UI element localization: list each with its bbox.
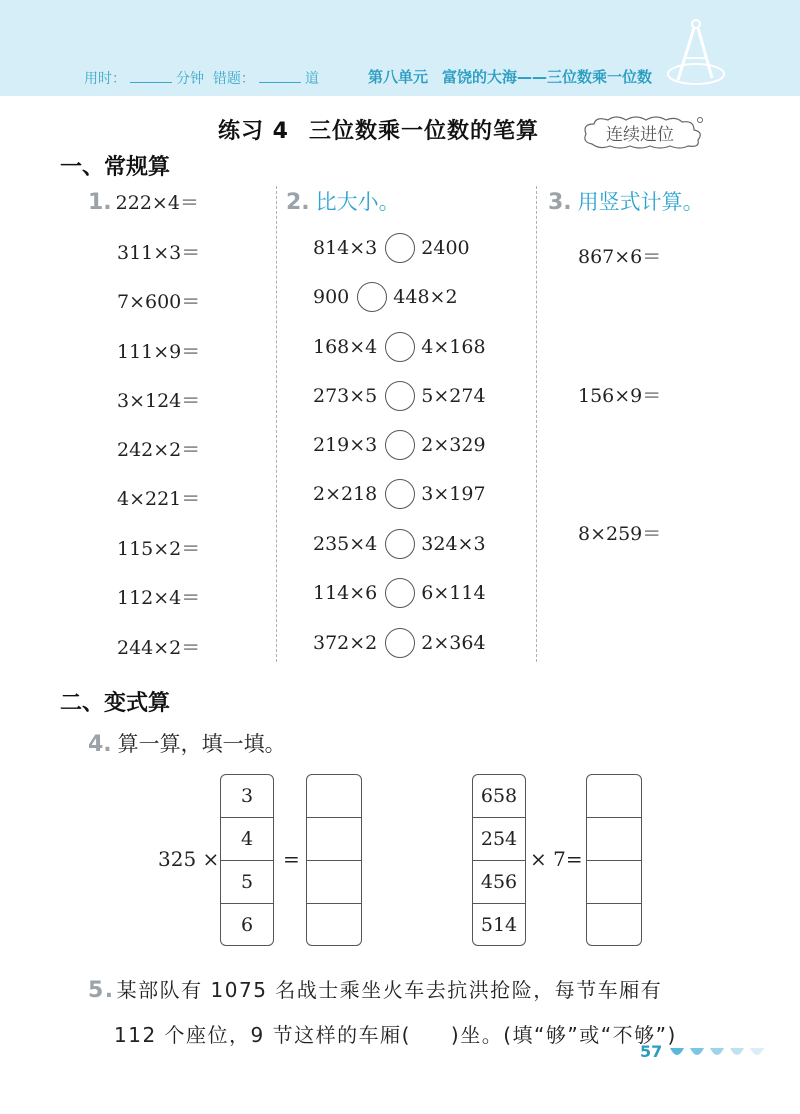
column-divider (536, 186, 537, 662)
section-two-heading: 二、变式算 (60, 691, 171, 716)
time-label: 用时： (84, 71, 126, 87)
right-factor-column (472, 774, 526, 946)
q5-line-2 (88, 1013, 728, 1057)
q1-item: 3×124＝ (117, 390, 201, 412)
answer-cell[interactable] (307, 775, 361, 817)
factor-cell: 5 (221, 860, 273, 902)
answer-circle[interactable] (385, 233, 415, 263)
compare-left: 114×6 (313, 582, 378, 604)
factor-cell: 3 (240, 785, 254, 807)
page-decoration-drops-icon (668, 1044, 778, 1060)
compare-left: 372×2 (313, 632, 378, 654)
equals-sign: = (283, 847, 300, 871)
count-label: 道 (304, 71, 319, 87)
q1-item: 112×4＝ (117, 587, 201, 609)
factor-cell: 4 (221, 817, 273, 859)
q5-text-2a: 112 个座位，9 节这样的车厢( (114, 1023, 411, 1047)
compare-left: 235×4 (313, 533, 378, 555)
factor-cell: 456 (473, 860, 525, 902)
unit-title: 富饶的大海——三位数乘一位数 (442, 68, 653, 86)
q5-problem (88, 968, 728, 1057)
q3-number: 3. (548, 190, 572, 215)
time-and-errors-record (84, 68, 319, 88)
answer-cell[interactable] (307, 817, 361, 859)
q5-number: 5. (88, 978, 115, 1003)
compare-right: 6×114 (421, 582, 486, 604)
answer-circle[interactable] (357, 282, 387, 312)
compare-right: 3×197 (421, 483, 486, 505)
q3-instruction: 用竖式计算。 (577, 190, 704, 214)
compare-right: 2×364 (421, 632, 486, 654)
q2-instruction: 比大小。 (315, 190, 400, 214)
compare-right: 324×3 (421, 533, 486, 555)
q3-item: 8×259＝ (578, 523, 662, 545)
answer-cell[interactable] (307, 903, 361, 945)
page-number: 57 (640, 1042, 663, 1061)
tag-label: 连续进位 (606, 125, 674, 145)
answer-circle[interactable] (385, 628, 415, 658)
answer-cell[interactable] (587, 775, 641, 817)
q4-number: 4. (88, 732, 112, 757)
compare-right: 2400 (421, 237, 470, 259)
q1-item: 4×221＝ (117, 488, 201, 510)
left-factor-column (220, 774, 274, 946)
q4-title (88, 728, 286, 758)
section-one-heading: 一、常规算 (60, 155, 171, 180)
compare-row (313, 529, 486, 559)
right-operator: × 7= (530, 847, 583, 871)
compare-row (313, 578, 486, 608)
factor-cell: 254 (473, 817, 525, 859)
compare-left: 219×3 (313, 434, 378, 456)
q5-text-2b: )坐。(填“够”或“不够”) (450, 1023, 677, 1047)
q1-item: 7×600＝ (117, 291, 201, 313)
q1-number: 1. (88, 190, 112, 215)
q1-item: 244×2＝ (117, 637, 201, 659)
q3-item: 867×6＝ (578, 246, 662, 268)
answer-circle[interactable] (385, 479, 415, 509)
compare-row (313, 381, 486, 411)
answer-circle[interactable] (385, 578, 415, 608)
minute-label: 分钟 (176, 71, 204, 87)
q4-instruction: 算一算，填一填。 (117, 732, 286, 756)
page-title (218, 114, 539, 145)
compare-row (313, 430, 486, 460)
compare-row (313, 282, 458, 312)
answer-circle[interactable] (385, 381, 415, 411)
factor-cell: 658 (480, 785, 518, 807)
q2-number: 2. (286, 190, 310, 215)
column-divider (276, 186, 277, 662)
compare-left: 273×5 (313, 385, 378, 407)
q3-title (548, 186, 704, 216)
q1-expression: 222×4＝ (115, 192, 199, 214)
q3-item: 156×9＝ (578, 385, 662, 407)
answer-circle[interactable] (385, 332, 415, 362)
right-answer-column (586, 774, 642, 946)
q1-item (88, 188, 199, 215)
compare-left: 168×4 (313, 336, 378, 358)
answer-cell[interactable] (307, 860, 361, 902)
unit-heading (368, 66, 652, 87)
unit-label: 第八单元 (368, 68, 429, 86)
q1-item: 111×9＝ (117, 341, 201, 363)
q2-title (286, 186, 400, 216)
left-answer-column (306, 774, 362, 946)
factor-cell: 514 (473, 903, 525, 945)
compare-left: 2×218 (313, 483, 378, 505)
compare-row (313, 233, 470, 263)
compare-row (313, 479, 486, 509)
compare-row (313, 332, 486, 362)
q1-item: 242×2＝ (117, 439, 201, 461)
q5-text-1: 某部队有 1075 名战士乘坐火车去抗洪抢险，每节车厢有 (116, 978, 663, 1002)
lesson-title: 三位数乘一位数的笔算 (308, 119, 539, 144)
compare-left: 900 (313, 286, 350, 308)
answer-circle[interactable] (385, 430, 415, 460)
compare-right: 448×2 (393, 286, 458, 308)
time-blank[interactable] (130, 71, 172, 83)
left-factor: 325 × (158, 847, 220, 871)
answer-cell[interactable] (587, 860, 641, 902)
compare-left: 814×3 (313, 237, 378, 259)
q5-line-1 (88, 968, 728, 1013)
errors-blank[interactable] (259, 71, 301, 83)
compare-right: 2×329 (421, 434, 486, 456)
q1-item: 115×2＝ (117, 538, 201, 560)
compass-icon (660, 14, 730, 90)
compare-right: 5×274 (421, 385, 486, 407)
answer-circle[interactable] (385, 529, 415, 559)
factor-cell: 6 (221, 903, 273, 945)
answer-cell[interactable] (587, 903, 641, 945)
page-header (0, 0, 800, 96)
lesson-number: 练习 4 (218, 119, 289, 144)
answer-cell[interactable] (587, 817, 641, 859)
q1-item: 311×3＝ (117, 242, 201, 264)
errors-label: 错题： (212, 71, 255, 87)
compare-row (313, 628, 486, 658)
compare-right: 4×168 (421, 336, 486, 358)
